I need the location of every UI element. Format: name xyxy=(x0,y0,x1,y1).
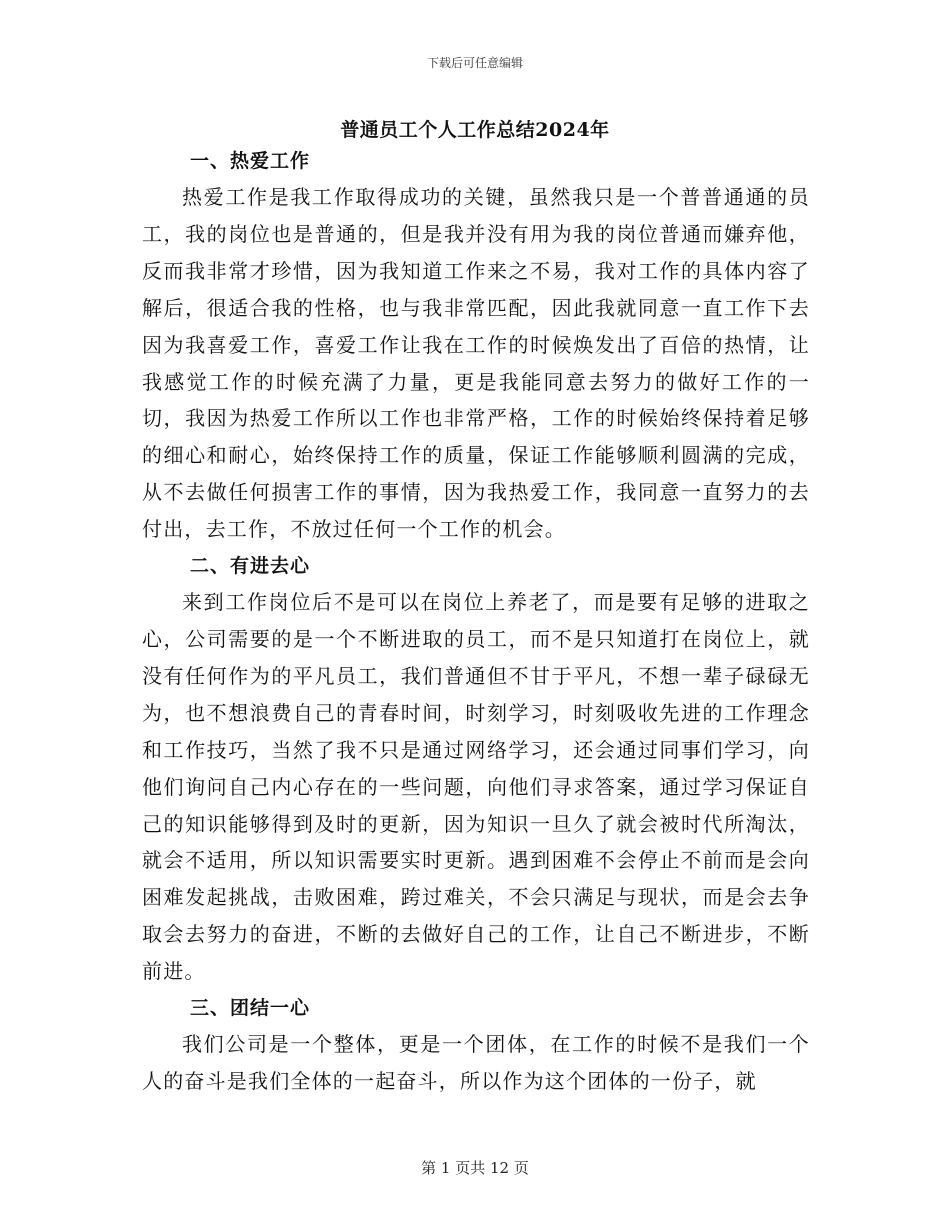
section-paragraph-2: 来到工作岗位后不是可以在岗位上养老了，而是要有足够的进取之心，公司需要的是一个不断进取的员工，而不是只知道打在岗位上，就没有任何作为的平凡员工，我们普通但不甘于平凡，不想一辈子碌碌无为，也不想浪费自己的青春时间，时刻学习，时刻吸收先进的工作理念和工作技巧，当然了我不只是通过网络学习，还会通过同事们学习，向他们询问自己内心存在的一些问题，向他们寻求答案，通过学习保证自己的知识能够得到及时的更新，因为知识一旦久了就会被时代所淘汰，就会不适用，所以知识需要实时更新。遇到困难不会停止不前而是会向困难发起挑战，击败困难，跨过难关，不会只满足与现状，而是会去争取会去努力的奋进，不断的去做好自己的工作，让自己不断进步，不断前进。 xyxy=(142,590,810,984)
document-title: 普通员工个人工作总结2024年 xyxy=(340,119,610,141)
document-body xyxy=(142,143,810,1100)
section-heading-2: 二、有进去心 xyxy=(190,555,311,578)
section-paragraph-1: 热爱工作是我工作取得成功的关键，虽然我只是一个普普通通的员工，我的岗位也是普通的，但是我并没有用为我的岗位普通而嫌弃他，反而我非常才珍惜，因为我知道工作来之不易，我对工作的具体内容了解后，很适合我的性格，也与我非常匹配，因此我就同意一直工作下去因为我喜爱工作，喜爱工作让我在工作的时候焕发出了百倍的热情，让我感觉工作的时候充满了力量，更是我能同意去努力的做好工作的一切，我因为热爱工作所以工作也非常严格，工作的时候始终保持着足够的细心和耐心，始终保持工作的质量，保证工作能够顺利圆满的完成，从不去做任何损害工作的事情，因为我热爱工作，我同意一直努力的去付出，去工作，不放过任何一个工作的机会。 xyxy=(142,185,810,542)
section-paragraph-3: 我们公司是一个整体，更是一个团体，在工作的时候不是我们一个人的奋斗是我们全体的一起奋斗，所以作为这个团体的一份子，就 xyxy=(142,1032,810,1093)
section-heading-1: 一、热爱工作 xyxy=(190,150,311,172)
page-number: 第 1 页共 12 页 xyxy=(421,1159,529,1177)
page-header: 下载后可任意编辑 xyxy=(426,56,523,70)
section-heading-3: 三、团结一心 xyxy=(190,997,311,1020)
